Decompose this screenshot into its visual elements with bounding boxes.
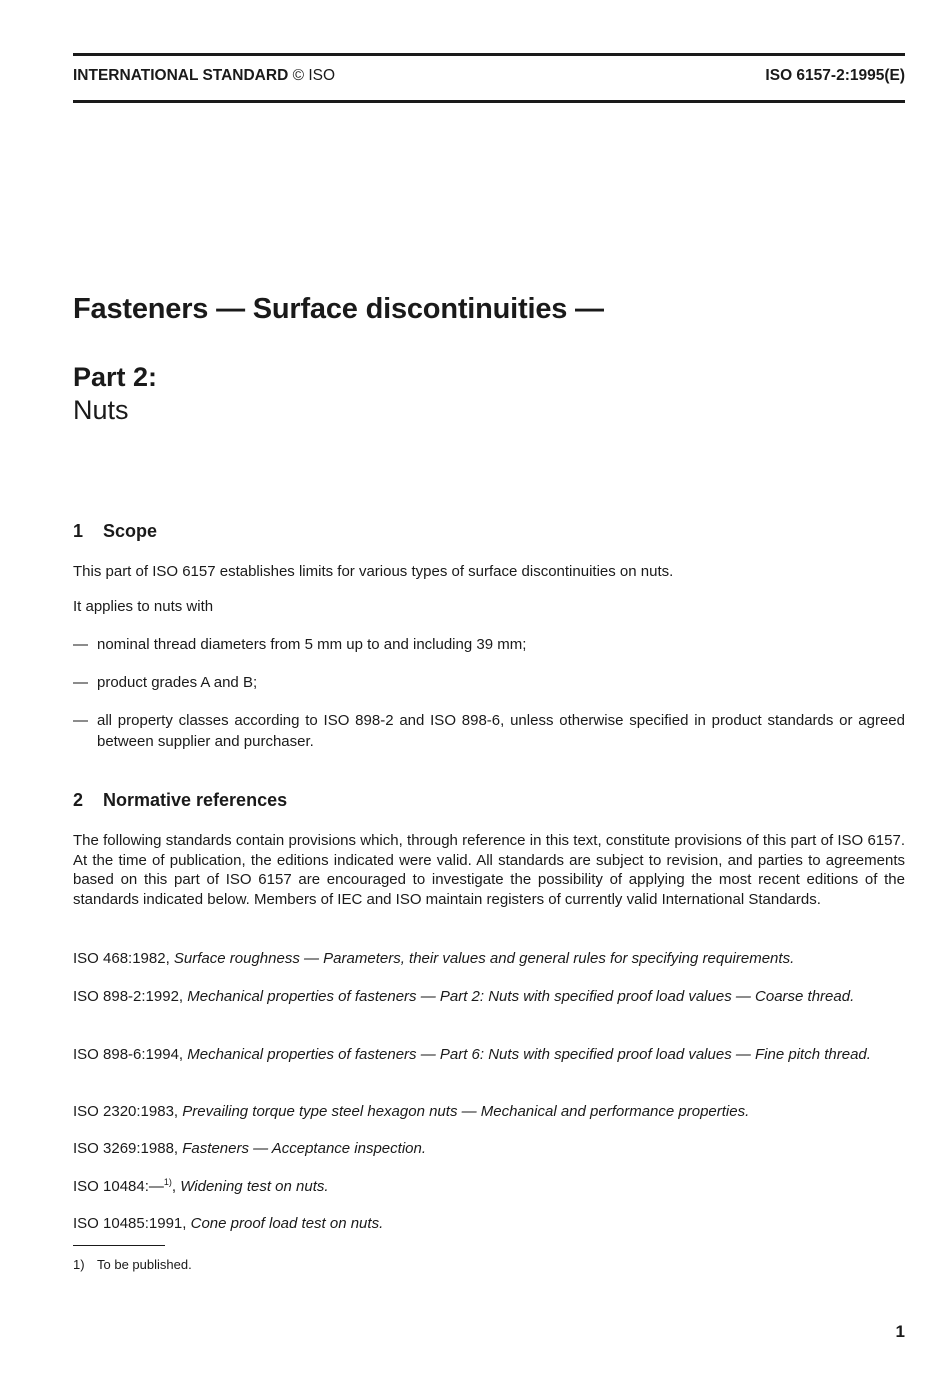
reference-title: Mechanical properties of fasteners — Part 2: Nuts with specified proof load values — Coarse thread. (187, 988, 855, 1005)
list-item (73, 635, 905, 656)
normative-intro-paragraph: The following standards contain provisions which, through reference in this text, constitute provisions of this part of ISO 6157. At the time of publication, the editions indicated were valid. All standards are subject to revision, and parties to agreements based on this part of ISO 6157 are encouraged to investigate the possibility of applying the most recent editions of the standards indicated below. Members of IEC and ISO maintain registers of currently valid International Standards. (73, 832, 905, 908)
reference-code: ISO 898-6:1994, (73, 1046, 184, 1063)
footnote-text: To be published. (97, 1257, 192, 1272)
section-number: 2 (73, 790, 84, 810)
scope-applies-paragraph: It applies to nuts with (73, 598, 214, 615)
document-page (73, 0, 905, 1387)
reference-code: ISO 898-2:1992, (73, 988, 184, 1005)
list-item-text: all property classes according to ISO 898-2 and ISO 898-6, unless otherwise specified in product standards or agreed between supplier and purchaser. (97, 712, 905, 750)
reference-code: ISO 10484:— (73, 1178, 164, 1195)
reference-code: ISO 2320:1983, (73, 1103, 179, 1120)
reference-title: Widening test on nuts. (180, 1178, 329, 1195)
header-copyright: © ISO (292, 67, 336, 84)
reference-code: ISO 10485:1991, (73, 1215, 187, 1232)
document-title: Fasteners — Surface discontinuities — (73, 293, 604, 325)
reference-entry (73, 949, 905, 969)
footnote-number: 1) (73, 1257, 85, 1272)
header-left (73, 67, 335, 85)
reference-code-tail: , (171, 1178, 177, 1195)
reference-entry (73, 1139, 905, 1159)
list-dash: — (73, 674, 88, 691)
part-label: Part 2: (73, 362, 158, 392)
list-item (73, 711, 905, 752)
reference-code: ISO 3269:1988, (73, 1140, 179, 1157)
reference-title: Prevailing torque type steel hexagon nuts — Mechanical and performance properties. (182, 1103, 750, 1120)
list-dash: — (73, 636, 88, 653)
footnote-marker: 1) (163, 1177, 172, 1187)
reference-entry (73, 1177, 905, 1197)
section-heading-normative-references (73, 790, 287, 811)
list-item-text: product grades A and B; (97, 674, 258, 691)
reference-title: Mechanical properties of fasteners — Part 6: Nuts with specified proof load values — Fine pitch thread. (187, 1046, 871, 1063)
reference-entry (73, 987, 905, 1007)
reference-entry (73, 1214, 905, 1234)
header-document-number: ISO 6157-2:1995(E) (765, 67, 905, 84)
header-standard-label: INTERNATIONAL STANDARD (73, 67, 289, 84)
footnote-rule (73, 1245, 165, 1246)
list-dash: — (73, 712, 88, 729)
list-item-text: nominal thread diameters from 5 mm up to and including 39 mm; (97, 636, 527, 653)
section-heading-scope (73, 521, 157, 542)
section-title: Scope (103, 521, 158, 541)
reference-code: ISO 468:1982, (73, 950, 170, 967)
footnote (73, 1257, 192, 1272)
header-top-rule (73, 53, 905, 56)
reference-title: Surface roughness — Parameters, their values and general rules for specifying requirements. (173, 950, 795, 967)
scope-paragraph: This part of ISO 6157 establishes limits for various types of surface discontinuities on nuts. (73, 563, 674, 580)
reference-title: Fasteners — Acceptance inspection. (182, 1140, 427, 1157)
reference-title: Cone proof load test on nuts. (190, 1215, 384, 1232)
list-item (73, 673, 905, 694)
reference-entry (73, 1045, 905, 1065)
page-number: 1 (895, 1322, 905, 1341)
reference-entry (73, 1102, 905, 1122)
header-bottom-rule (73, 100, 905, 103)
part-subtitle: Nuts (73, 395, 129, 425)
section-title: Normative references (103, 790, 288, 810)
section-number: 1 (73, 521, 84, 541)
